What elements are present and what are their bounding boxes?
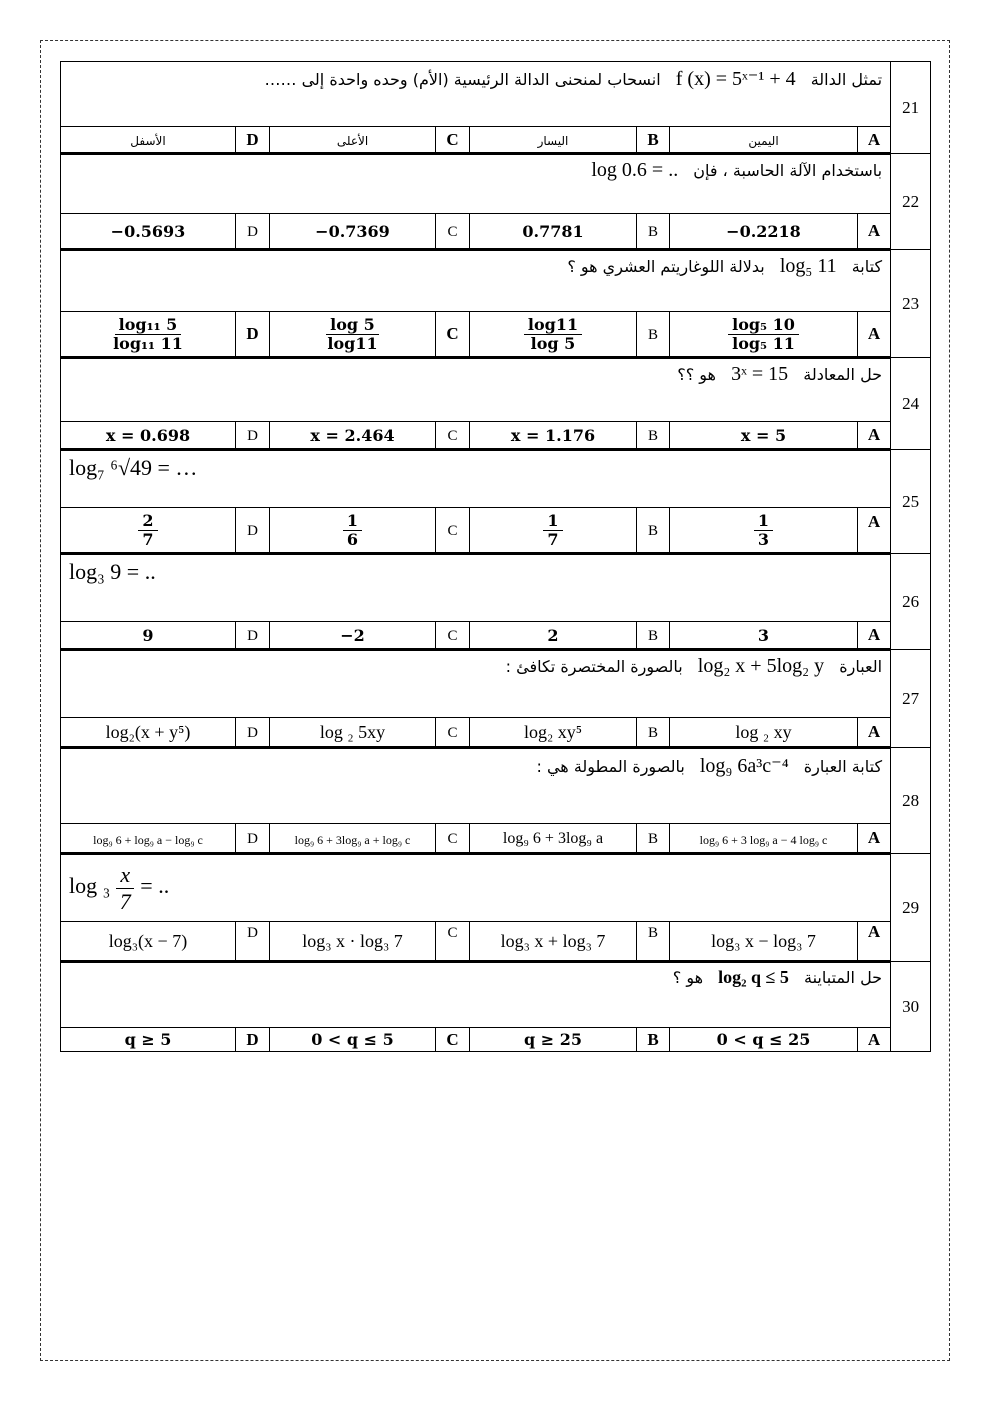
letter-a: A bbox=[858, 622, 891, 650]
question-number: 22 bbox=[891, 154, 931, 250]
question-text: حل المعادلة 3ˣ = 15 هو ؟؟ bbox=[61, 358, 891, 422]
letter-d: D bbox=[236, 922, 270, 962]
option-b[interactable]: log₂ xy⁵ bbox=[470, 718, 637, 748]
question-number: 23 bbox=[891, 250, 931, 358]
option-b[interactable]: اليسار bbox=[470, 127, 637, 154]
question-text: log₇ ⁶√49 = … bbox=[61, 450, 891, 508]
option-d[interactable]: −0.5693 bbox=[61, 214, 236, 250]
letter-a: A bbox=[858, 214, 891, 250]
letter-d: D bbox=[236, 824, 270, 854]
option-b[interactable]: q ≥ 25 bbox=[470, 1028, 637, 1052]
question-28 bbox=[61, 748, 931, 824]
option-d[interactable]: log₉ 6 + log₉ a − log₉ c bbox=[61, 824, 236, 854]
question-text: باستخدام الآلة الحاسبة ، فإن log 0.6 = .. bbox=[61, 154, 891, 214]
option-a[interactable]: 3 bbox=[670, 622, 858, 650]
question-text: log₃ 9 = .. bbox=[61, 554, 891, 622]
option-d[interactable]: x = 0.698 bbox=[61, 422, 236, 450]
question-text: كتابة العبارة log₉ 6a³c⁻⁴ بالصورة المطولة هي : bbox=[61, 748, 891, 824]
question-number: 30 bbox=[891, 962, 931, 1052]
letter-b: B bbox=[637, 508, 670, 554]
option-a[interactable]: log₉ 6 + 3 log₉ a − 4 log₉ c bbox=[670, 824, 858, 854]
question-25 bbox=[61, 450, 931, 508]
letter-c: C bbox=[436, 127, 470, 154]
question-24 bbox=[61, 358, 931, 422]
option-b[interactable]: log₉ 6 + 3log₉ a bbox=[470, 824, 637, 854]
option-c[interactable]: 0 < q ≤ 5 bbox=[270, 1028, 436, 1052]
option-a[interactable]: اليمين bbox=[670, 127, 858, 154]
option-b[interactable]: 2 bbox=[470, 622, 637, 650]
option-b[interactable]: $\frac{1}{7}$ bbox=[470, 508, 637, 554]
letter-c: C bbox=[436, 422, 470, 450]
letter-c: C bbox=[436, 824, 470, 854]
option-d[interactable]: q ≥ 5 bbox=[61, 1028, 236, 1052]
letter-d: D bbox=[236, 312, 270, 358]
letter-c: C bbox=[436, 622, 470, 650]
letter-c: C bbox=[436, 922, 470, 962]
letter-d: D bbox=[236, 622, 270, 650]
option-c[interactable]: log₃ x · log₃ 7 bbox=[270, 922, 436, 962]
option-c[interactable]: $\frac{\log 5}{\log 11}$ bbox=[270, 312, 436, 358]
option-d[interactable]: $\frac{\text{log₁₁ 5}}{\text{log₁₁ 11}}$ bbox=[61, 312, 236, 358]
letter-d: D bbox=[236, 1028, 270, 1052]
letter-d: D bbox=[236, 127, 270, 154]
letter-c: C bbox=[436, 312, 470, 358]
question-text: تمثل الدالة f (x) = 5ˣ⁻¹ + 4 انسحاب لمنحنى الدالة الرئيسية (الأم) وحده واحدة إلى …… bbox=[61, 62, 891, 127]
option-c[interactable]: −2 bbox=[270, 622, 436, 650]
question-number: 21 bbox=[891, 62, 931, 154]
option-b[interactable]: log₃ x + log₃ 7 bbox=[470, 922, 637, 962]
letter-a: A bbox=[858, 127, 891, 154]
letter-d: D bbox=[236, 508, 270, 554]
letter-a: A bbox=[858, 718, 891, 748]
option-a[interactable]: $\frac{1}{3}$ bbox=[670, 508, 858, 554]
letter-b: B bbox=[637, 622, 670, 650]
question-number: 24 bbox=[891, 358, 931, 450]
question-30 bbox=[61, 962, 931, 1028]
letter-b: B bbox=[637, 127, 670, 154]
question-22 bbox=[61, 154, 931, 214]
question-27 bbox=[61, 650, 931, 718]
option-c[interactable]: $\frac{1}{6}$ bbox=[270, 508, 436, 554]
option-d[interactable]: log₂(x + y⁵) bbox=[61, 718, 236, 748]
question-text: كتابة log₅ 11 بدلالة اللوغاريتم العشري هو ؟ bbox=[61, 250, 891, 312]
question-number: 26 bbox=[891, 554, 931, 650]
letter-c: C bbox=[436, 718, 470, 748]
option-b[interactable]: $\frac{\log 11}{\log 5}$ bbox=[470, 312, 637, 358]
question-number: 25 bbox=[891, 450, 931, 554]
option-d[interactable]: الأسفل bbox=[61, 127, 236, 154]
letter-b: B bbox=[637, 718, 670, 748]
option-c[interactable]: log₉ 6 + 3log₉ a + log₉ c bbox=[270, 824, 436, 854]
option-b[interactable]: x = 1.176 bbox=[470, 422, 637, 450]
option-a[interactable]: x = 5 bbox=[670, 422, 858, 450]
letter-a: A bbox=[858, 508, 891, 554]
option-a[interactable]: log₃ x − log₃ 7 bbox=[670, 922, 858, 962]
letter-b: B bbox=[637, 214, 670, 250]
letter-b: B bbox=[637, 422, 670, 450]
question-text: العبارة log₂ x + 5log₂ y بالصورة المختصرة تكافئ : bbox=[61, 650, 891, 718]
question-text: حل المتباينة log₂ q ≤ 5 هو ؟ bbox=[61, 962, 891, 1028]
letter-a: A bbox=[858, 824, 891, 854]
option-c[interactable]: log ₂ 5xy bbox=[270, 718, 436, 748]
option-d[interactable]: 9 bbox=[61, 622, 236, 650]
question-21 bbox=[61, 62, 931, 127]
letter-a: A bbox=[858, 312, 891, 358]
option-d[interactable]: log₃(x − 7) bbox=[61, 922, 236, 962]
question-26 bbox=[61, 554, 931, 622]
option-d[interactable]: $\frac{2}{7}$ bbox=[61, 508, 236, 554]
question-29 bbox=[61, 854, 931, 922]
option-a[interactable]: log ₂ xy bbox=[670, 718, 858, 748]
letter-c: C bbox=[436, 508, 470, 554]
option-c[interactable]: الأعلى bbox=[270, 127, 436, 154]
letter-b: B bbox=[637, 1028, 670, 1052]
question-number: 29 bbox=[891, 854, 931, 962]
letter-d: D bbox=[236, 718, 270, 748]
option-b[interactable]: 0.7781 bbox=[470, 214, 637, 250]
letter-a: A bbox=[858, 1028, 891, 1052]
option-a[interactable]: 0 < q ≤ 25 bbox=[670, 1028, 858, 1052]
questions-table bbox=[60, 61, 931, 1052]
question-text: log ₃ $\frac{x}{7}$ = .. bbox=[61, 854, 891, 922]
question-number: 28 bbox=[891, 748, 931, 854]
letter-d: D bbox=[236, 422, 270, 450]
question-23 bbox=[61, 250, 931, 312]
letter-b: B bbox=[637, 312, 670, 358]
letter-c: C bbox=[436, 214, 470, 250]
option-a[interactable]: −0.2218 bbox=[670, 214, 858, 250]
letter-a: A bbox=[858, 422, 891, 450]
letter-b: B bbox=[637, 824, 670, 854]
question-number: 27 bbox=[891, 650, 931, 748]
letter-d: D bbox=[236, 214, 270, 250]
option-c[interactable]: x = 2.464 bbox=[270, 422, 436, 450]
letter-c: C bbox=[436, 1028, 470, 1052]
option-a[interactable]: $\frac{\text{log₅ 10}}{\text{log₅ 11}}$ bbox=[670, 312, 858, 358]
option-c[interactable]: −0.7369 bbox=[270, 214, 436, 250]
letter-a: A bbox=[858, 922, 891, 962]
letter-b: B bbox=[637, 922, 670, 962]
